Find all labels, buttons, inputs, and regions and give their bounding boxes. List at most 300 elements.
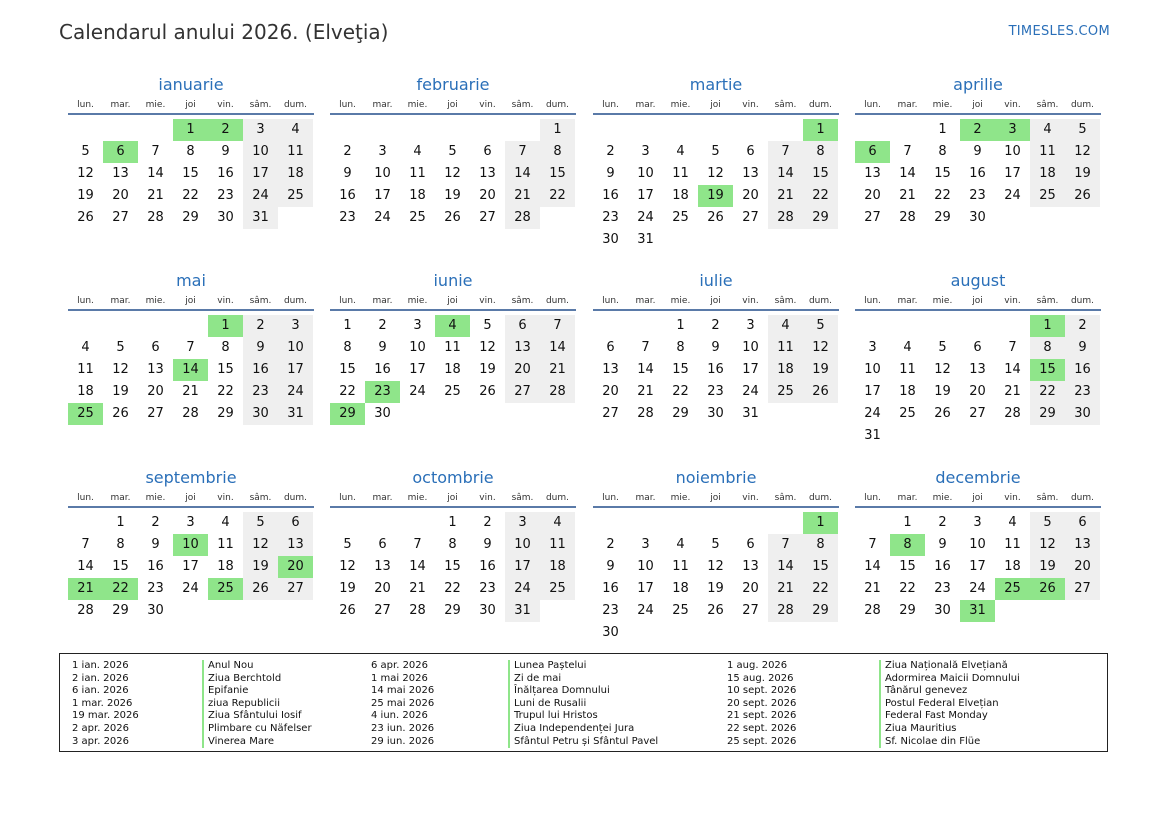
day-cell: 19 bbox=[1030, 556, 1065, 578]
day-cell: 19 bbox=[444, 188, 461, 203]
day-cell: 30 bbox=[479, 603, 496, 618]
weekday-label: lun. bbox=[339, 493, 356, 503]
day-cell: 2 bbox=[711, 318, 720, 333]
weekday-label: vin. bbox=[479, 296, 496, 306]
day-cell: 15 bbox=[934, 166, 951, 181]
empty-cell bbox=[400, 119, 435, 141]
day-cell: 27 bbox=[864, 210, 881, 225]
weekday-label: dum. bbox=[808, 100, 833, 110]
day-cell: 21 bbox=[768, 185, 803, 207]
day-cell: 8 bbox=[186, 144, 195, 159]
empty-cell bbox=[855, 119, 890, 141]
weekday-label: sâm. bbox=[774, 100, 797, 110]
day-cell: 22 bbox=[339, 384, 356, 399]
day-cell: 10 bbox=[969, 537, 986, 552]
day-cell: 18 bbox=[217, 559, 234, 574]
day-cell: 21 bbox=[147, 188, 164, 203]
day-cell: 13 bbox=[147, 362, 164, 377]
weekday-header bbox=[593, 293, 839, 311]
day-cell: 23 bbox=[707, 384, 724, 399]
day-cell: 6 bbox=[278, 512, 313, 534]
day-cell: 8 bbox=[540, 141, 575, 163]
legend-date: 6 ian. 2026 bbox=[72, 685, 129, 697]
month-martie bbox=[593, 74, 839, 251]
day-cell: 15 bbox=[899, 559, 916, 574]
day-cell: 11 bbox=[1030, 141, 1065, 163]
weekday-label: joi bbox=[972, 100, 983, 110]
weekday-label: lun. bbox=[864, 100, 881, 110]
weekday-label: sâm. bbox=[774, 493, 797, 503]
day-cell: 14 bbox=[147, 166, 164, 181]
empty-cell bbox=[698, 119, 733, 141]
holiday-day-cell: 19 bbox=[698, 185, 733, 207]
day-cell: 17 bbox=[278, 359, 313, 381]
day-cell: 4 bbox=[676, 537, 685, 552]
legend-holiday-name: Ziua Berchtold bbox=[202, 673, 312, 686]
day-cell: 21 bbox=[864, 581, 881, 596]
empty-cell bbox=[103, 315, 138, 337]
day-cell: 22 bbox=[1030, 381, 1065, 403]
day-cell: 20 bbox=[112, 188, 129, 203]
day-cell: 12 bbox=[479, 340, 496, 355]
weekday-label: mie. bbox=[670, 296, 691, 306]
legend-date: 19 mar. 2026 bbox=[72, 710, 139, 722]
empty-cell bbox=[505, 119, 540, 141]
legend-date: 21 sept. 2026 bbox=[727, 710, 797, 722]
weekday-label: lun. bbox=[602, 296, 619, 306]
holiday-day-cell: 1 bbox=[173, 119, 208, 141]
month-decembrie bbox=[855, 467, 1101, 622]
day-cell: 18 bbox=[77, 384, 94, 399]
day-cell: 15 bbox=[672, 362, 689, 377]
weekday-label: dum. bbox=[545, 296, 570, 306]
day-cell: 9 bbox=[483, 537, 492, 552]
day-cell: 7 bbox=[868, 537, 877, 552]
weekday-label: joi bbox=[447, 100, 458, 110]
weekday-label: mar. bbox=[897, 296, 918, 306]
day-cell: 24 bbox=[505, 578, 540, 600]
day-cell: 15 bbox=[540, 163, 575, 185]
day-cell: 26 bbox=[77, 210, 94, 225]
holiday-day-cell: 2 bbox=[208, 119, 243, 141]
day-cell: 14 bbox=[540, 337, 575, 359]
legend-holiday-name: Epifanie bbox=[202, 685, 312, 698]
legend-holiday-name: Trupul lui Hristos bbox=[508, 710, 658, 723]
day-cell: 7 bbox=[1008, 340, 1017, 355]
day-cell: 26 bbox=[707, 603, 724, 618]
legend-date: 25 mai 2026 bbox=[371, 697, 435, 709]
day-cell: 25 bbox=[540, 578, 575, 600]
weekday-label: sâm. bbox=[1036, 493, 1059, 503]
day-cell: 13 bbox=[602, 362, 619, 377]
day-cell: 10 bbox=[278, 337, 313, 359]
weekday-label: vin. bbox=[742, 100, 759, 110]
legend-date: 1 mar. 2026 bbox=[72, 697, 133, 709]
day-cell: 3 bbox=[868, 340, 877, 355]
month-august bbox=[855, 270, 1101, 447]
day-cell: 20 bbox=[479, 188, 496, 203]
holiday-day-cell: 3 bbox=[995, 119, 1030, 141]
day-cell: 24 bbox=[1004, 188, 1021, 203]
month-septembrie bbox=[68, 467, 314, 622]
day-cell: 22 bbox=[934, 188, 951, 203]
weekday-label: mar. bbox=[635, 296, 656, 306]
legend-holiday-name: Sf. Nicolae din Flüe bbox=[879, 736, 1020, 749]
empty-cell bbox=[628, 119, 663, 141]
month-februarie bbox=[330, 74, 576, 229]
day-cell: 11 bbox=[672, 166, 689, 181]
day-cell: 13 bbox=[505, 337, 540, 359]
legend-holiday-name: Adormirea Maicii Domnului bbox=[879, 673, 1020, 686]
day-cell: 28 bbox=[505, 207, 540, 229]
weekday-label: lun. bbox=[602, 493, 619, 503]
legend-holiday-name: Ziua Sfântului Iosif bbox=[202, 710, 312, 723]
day-cell: 24 bbox=[969, 581, 986, 596]
day-cell: 20 bbox=[742, 581, 759, 596]
month-name: august bbox=[950, 271, 1006, 290]
weekday-label: mar. bbox=[897, 100, 918, 110]
day-cell: 15 bbox=[803, 163, 838, 185]
month-aprilie bbox=[855, 74, 1101, 229]
weekday-header bbox=[68, 97, 314, 115]
day-cell: 3 bbox=[973, 515, 982, 530]
day-cell: 31 bbox=[742, 406, 759, 421]
empty-cell bbox=[855, 315, 890, 337]
day-cell: 12 bbox=[339, 559, 356, 574]
weekday-label: vin. bbox=[742, 493, 759, 503]
day-cell: 20 bbox=[1065, 556, 1100, 578]
day-cell: 8 bbox=[803, 141, 838, 163]
day-cell: 27 bbox=[742, 603, 759, 618]
weekday-label: lun. bbox=[602, 100, 619, 110]
day-cell: 25 bbox=[768, 381, 803, 403]
weekday-header bbox=[330, 293, 576, 311]
day-cell: 29 bbox=[934, 210, 951, 225]
weekday-label: joi bbox=[185, 296, 196, 306]
day-cell: 12 bbox=[934, 362, 951, 377]
day-cell: 5 bbox=[938, 340, 947, 355]
day-cell: 24 bbox=[864, 406, 881, 421]
holiday-day-cell: 14 bbox=[173, 359, 208, 381]
empty-cell bbox=[663, 512, 698, 534]
legend-holiday-name: Ziua Independenței Jura bbox=[508, 723, 658, 736]
weekday-label: joi bbox=[710, 296, 721, 306]
day-cell: 9 bbox=[151, 537, 160, 552]
day-grid bbox=[593, 315, 839, 425]
day-cell: 26 bbox=[479, 384, 496, 399]
empty-cell bbox=[68, 512, 103, 534]
weekday-label: dum. bbox=[808, 296, 833, 306]
weekday-label: lun. bbox=[864, 493, 881, 503]
legend-date: 10 sept. 2026 bbox=[727, 685, 797, 697]
empty-cell bbox=[698, 512, 733, 534]
day-cell: 15 bbox=[217, 362, 234, 377]
weekday-label: mie. bbox=[407, 100, 428, 110]
day-cell: 10 bbox=[374, 166, 391, 181]
day-cell: 18 bbox=[278, 163, 313, 185]
day-cell: 18 bbox=[444, 362, 461, 377]
day-grid bbox=[855, 315, 1101, 447]
day-cell: 18 bbox=[1030, 163, 1065, 185]
day-cell: 11 bbox=[899, 362, 916, 377]
day-cell: 10 bbox=[637, 166, 654, 181]
legend-holiday-name: Anul Nou bbox=[202, 660, 312, 673]
weekday-label: sâm. bbox=[249, 493, 272, 503]
day-cell: 21 bbox=[768, 578, 803, 600]
weekday-label: dum. bbox=[283, 296, 308, 306]
day-cell: 6 bbox=[606, 340, 615, 355]
empty-cell bbox=[628, 315, 663, 337]
weekday-label: mar. bbox=[635, 493, 656, 503]
day-cell: 15 bbox=[444, 559, 461, 574]
day-cell: 16 bbox=[934, 559, 951, 574]
day-cell: 5 bbox=[1030, 512, 1065, 534]
day-cell: 20 bbox=[602, 384, 619, 399]
weekday-label: mie. bbox=[932, 493, 953, 503]
holiday-day-cell: 1 bbox=[1030, 315, 1065, 337]
weekday-header bbox=[855, 293, 1101, 311]
day-cell: 16 bbox=[479, 559, 496, 574]
weekday-label: joi bbox=[185, 100, 196, 110]
day-cell: 28 bbox=[1004, 406, 1021, 421]
day-cell: 24 bbox=[742, 384, 759, 399]
day-cell: 24 bbox=[409, 384, 426, 399]
day-cell: 4 bbox=[676, 144, 685, 159]
holiday-day-cell: 2 bbox=[960, 119, 995, 141]
day-cell: 22 bbox=[899, 581, 916, 596]
day-grid bbox=[593, 119, 839, 251]
day-cell: 13 bbox=[374, 559, 391, 574]
holiday-day-cell: 6 bbox=[855, 141, 890, 163]
weekday-header bbox=[855, 97, 1101, 115]
weekday-label: joi bbox=[972, 493, 983, 503]
legend-holiday-name: Înălțarea Domnului bbox=[508, 685, 658, 698]
day-cell: 4 bbox=[540, 512, 575, 534]
weekday-label: mar. bbox=[110, 493, 131, 503]
weekday-label: sâm. bbox=[1036, 296, 1059, 306]
legend-date: 1 mai 2026 bbox=[371, 672, 428, 684]
day-cell: 20 bbox=[969, 384, 986, 399]
empty-cell bbox=[768, 119, 803, 141]
day-cell: 18 bbox=[768, 359, 803, 381]
day-cell: 17 bbox=[864, 384, 881, 399]
day-cell: 10 bbox=[505, 534, 540, 556]
day-cell: 29 bbox=[182, 210, 199, 225]
weekday-label: joi bbox=[710, 100, 721, 110]
legend-holiday-name: Federal Fast Monday bbox=[879, 710, 1020, 723]
weekday-label: mar. bbox=[110, 296, 131, 306]
month-name: februarie bbox=[416, 75, 490, 94]
day-cell: 1 bbox=[938, 122, 947, 137]
day-cell: 12 bbox=[112, 362, 129, 377]
day-cell: 23 bbox=[243, 381, 278, 403]
month-name: martie bbox=[689, 75, 743, 94]
day-cell: 2 bbox=[606, 144, 615, 159]
weekday-label: mie. bbox=[670, 493, 691, 503]
day-cell: 23 bbox=[934, 581, 951, 596]
day-cell: 3 bbox=[641, 144, 650, 159]
day-cell: 14 bbox=[409, 559, 426, 574]
day-cell: 9 bbox=[973, 144, 982, 159]
day-cell: 27 bbox=[602, 406, 619, 421]
day-cell: 7 bbox=[151, 144, 160, 159]
day-cell: 28 bbox=[182, 406, 199, 421]
holiday-day-cell: 26 bbox=[1030, 578, 1065, 600]
weekday-label: mar. bbox=[372, 296, 393, 306]
day-cell: 21 bbox=[899, 188, 916, 203]
day-cell: 11 bbox=[77, 362, 94, 377]
day-cell: 14 bbox=[768, 163, 803, 185]
day-cell: 3 bbox=[413, 318, 422, 333]
day-cell: 25 bbox=[444, 384, 461, 399]
day-cell: 21 bbox=[637, 384, 654, 399]
day-cell: 19 bbox=[479, 362, 496, 377]
day-cell: 19 bbox=[339, 581, 356, 596]
day-cell: 5 bbox=[711, 537, 720, 552]
holiday-day-cell: 21 bbox=[68, 578, 103, 600]
month-name: mai bbox=[176, 271, 206, 290]
day-cell: 24 bbox=[374, 210, 391, 225]
day-cell: 30 bbox=[374, 406, 391, 421]
empty-cell bbox=[68, 315, 103, 337]
day-cell: 9 bbox=[606, 166, 615, 181]
day-cell: 17 bbox=[637, 581, 654, 596]
day-cell: 31 bbox=[637, 232, 654, 247]
month-ianuarie bbox=[68, 74, 314, 229]
day-cell: 2 bbox=[483, 515, 492, 530]
weekday-label: vin. bbox=[217, 100, 234, 110]
day-cell: 14 bbox=[864, 559, 881, 574]
day-cell: 20 bbox=[505, 359, 540, 381]
day-cell: 14 bbox=[77, 559, 94, 574]
holiday-day-cell: 22 bbox=[103, 578, 138, 600]
day-cell: 16 bbox=[217, 166, 234, 181]
day-cell: 7 bbox=[903, 144, 912, 159]
day-cell: 19 bbox=[112, 384, 129, 399]
day-cell: 26 bbox=[243, 578, 278, 600]
day-cell: 28 bbox=[409, 603, 426, 618]
day-cell: 11 bbox=[409, 166, 426, 181]
day-cell: 20 bbox=[742, 188, 759, 203]
day-grid bbox=[68, 512, 314, 622]
day-cell: 5 bbox=[116, 340, 125, 355]
day-cell: 5 bbox=[343, 537, 352, 552]
day-cell: 17 bbox=[505, 556, 540, 578]
weekday-label: mie. bbox=[932, 100, 953, 110]
day-cell: 23 bbox=[147, 581, 164, 596]
day-cell: 30 bbox=[707, 406, 724, 421]
day-cell: 28 bbox=[147, 210, 164, 225]
legend-holiday-name: Ziua Națională Elvețiană bbox=[879, 660, 1020, 673]
day-cell: 24 bbox=[182, 581, 199, 596]
weekday-label: sâm. bbox=[511, 100, 534, 110]
day-cell: 22 bbox=[182, 188, 199, 203]
empty-cell bbox=[995, 315, 1030, 337]
day-cell: 17 bbox=[409, 362, 426, 377]
day-cell: 24 bbox=[243, 185, 278, 207]
day-cell: 30 bbox=[934, 603, 951, 618]
day-cell: 2 bbox=[151, 515, 160, 530]
weekday-label: vin. bbox=[742, 296, 759, 306]
day-cell: 30 bbox=[147, 603, 164, 618]
empty-cell bbox=[593, 512, 628, 534]
month-name: aprilie bbox=[953, 75, 1003, 94]
empty-cell bbox=[890, 119, 925, 141]
day-cell: 12 bbox=[1030, 534, 1065, 556]
day-cell: 9 bbox=[221, 144, 230, 159]
day-cell: 23 bbox=[479, 581, 496, 596]
weekday-label: lun. bbox=[77, 296, 94, 306]
weekday-label: mie. bbox=[932, 296, 953, 306]
day-cell: 31 bbox=[243, 207, 278, 229]
holiday-day-cell: 1 bbox=[208, 315, 243, 337]
day-cell: 5 bbox=[1065, 119, 1100, 141]
day-cell: 29 bbox=[803, 207, 838, 229]
day-cell: 9 bbox=[343, 166, 352, 181]
day-cell: 2 bbox=[343, 144, 352, 159]
day-grid bbox=[68, 315, 314, 425]
day-cell: 27 bbox=[147, 406, 164, 421]
day-cell: 16 bbox=[374, 362, 391, 377]
day-cell: 29 bbox=[672, 406, 689, 421]
day-cell: 1 bbox=[903, 515, 912, 530]
day-cell: 28 bbox=[768, 600, 803, 622]
day-cell: 27 bbox=[742, 210, 759, 225]
day-grid bbox=[593, 512, 839, 644]
day-cell: 22 bbox=[803, 185, 838, 207]
day-cell: 27 bbox=[969, 406, 986, 421]
day-cell: 20 bbox=[147, 384, 164, 399]
day-cell: 4 bbox=[1030, 119, 1065, 141]
day-cell: 28 bbox=[899, 210, 916, 225]
day-cell: 12 bbox=[77, 166, 94, 181]
day-cell: 19 bbox=[243, 556, 278, 578]
day-cell: 20 bbox=[864, 188, 881, 203]
day-cell: 3 bbox=[243, 119, 278, 141]
day-cell: 18 bbox=[1004, 559, 1021, 574]
day-cell: 23 bbox=[969, 188, 986, 203]
weekday-label: mar. bbox=[372, 493, 393, 503]
legend-date: 6 apr. 2026 bbox=[371, 660, 429, 671]
day-cell: 2 bbox=[378, 318, 387, 333]
day-cell: 14 bbox=[768, 556, 803, 578]
day-cell: 27 bbox=[374, 603, 391, 618]
day-cell: 3 bbox=[186, 515, 195, 530]
empty-cell bbox=[365, 512, 400, 534]
day-cell: 19 bbox=[934, 384, 951, 399]
empty-cell bbox=[173, 315, 208, 337]
day-cell: 19 bbox=[1065, 163, 1100, 185]
legend-date: 22 sept. 2026 bbox=[727, 722, 797, 734]
day-cell: 23 bbox=[1065, 381, 1100, 403]
day-cell: 17 bbox=[243, 163, 278, 185]
day-cell: 14 bbox=[505, 163, 540, 185]
site-link[interactable]: TIMESLES.COM bbox=[1008, 24, 1110, 39]
day-cell: 3 bbox=[746, 318, 755, 333]
weekday-label: sâm. bbox=[249, 100, 272, 110]
weekday-label: dum. bbox=[283, 100, 308, 110]
day-cell: 16 bbox=[602, 581, 619, 596]
day-cell: 28 bbox=[864, 603, 881, 618]
day-cell: 5 bbox=[711, 144, 720, 159]
day-cell: 9 bbox=[606, 559, 615, 574]
weekday-label: mie. bbox=[407, 493, 428, 503]
day-cell: 25 bbox=[672, 210, 689, 225]
legend-holiday-name: Zi de mai bbox=[508, 673, 658, 686]
day-cell: 13 bbox=[1065, 534, 1100, 556]
day-grid bbox=[855, 119, 1101, 229]
day-cell: 25 bbox=[1030, 185, 1065, 207]
